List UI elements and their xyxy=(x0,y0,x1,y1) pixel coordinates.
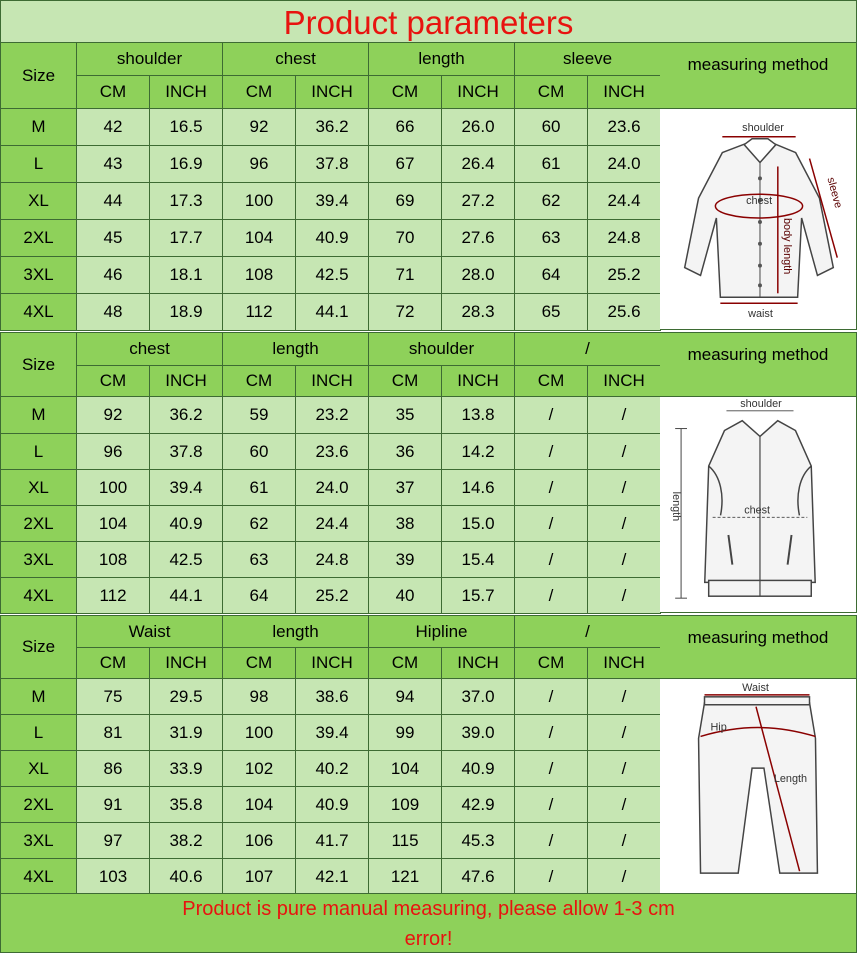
value-cell: 24.4 xyxy=(296,506,369,542)
table-row xyxy=(1,220,661,257)
group-header: Hipline xyxy=(369,616,515,648)
table-row xyxy=(1,294,661,331)
value-cell: 33.9 xyxy=(150,751,223,787)
value-cell: 92 xyxy=(223,109,296,146)
value-cell: / xyxy=(588,823,661,859)
group-header: / xyxy=(515,616,661,648)
page-title: Product parameters xyxy=(0,0,857,42)
table-row xyxy=(1,109,661,146)
group-header: chest xyxy=(77,333,223,366)
unit-header: INCH xyxy=(150,76,223,109)
value-cell: 40.9 xyxy=(296,220,369,257)
size-cell: 4XL xyxy=(1,578,77,614)
pants-diagram xyxy=(660,679,856,893)
unit-header: INCH xyxy=(442,76,515,109)
value-cell: 39.4 xyxy=(296,183,369,220)
value-cell: 37.8 xyxy=(150,434,223,470)
value-cell: 27.2 xyxy=(442,183,515,220)
value-cell: 96 xyxy=(77,434,150,470)
diagram-label-sleeve: sleeve xyxy=(824,176,845,210)
value-cell: 60 xyxy=(515,109,588,146)
size-cell: 4XL xyxy=(1,859,77,895)
size-cell: L xyxy=(1,434,77,470)
unit-header: INCH xyxy=(296,76,369,109)
unit-header: CM xyxy=(515,76,588,109)
size-cell: 3XL xyxy=(1,542,77,578)
size-cell: XL xyxy=(1,183,77,220)
value-cell: 16.5 xyxy=(150,109,223,146)
value-cell: 112 xyxy=(77,578,150,614)
value-cell: 44 xyxy=(77,183,150,220)
value-cell: / xyxy=(515,679,588,715)
table-row xyxy=(1,578,661,614)
value-cell: 14.2 xyxy=(442,434,515,470)
value-cell: 69 xyxy=(369,183,442,220)
size-cell: XL xyxy=(1,751,77,787)
value-cell: 92 xyxy=(77,397,150,434)
value-cell: 25.2 xyxy=(588,257,661,294)
value-cell: 28.0 xyxy=(442,257,515,294)
measuring-method-shirt xyxy=(660,42,857,330)
size-cell: 2XL xyxy=(1,220,77,257)
value-cell: 35 xyxy=(369,397,442,434)
value-cell: 36.2 xyxy=(296,109,369,146)
size-cell: 2XL xyxy=(1,506,77,542)
size-cell: L xyxy=(1,146,77,183)
table-row xyxy=(1,859,661,895)
value-cell: 103 xyxy=(77,859,150,895)
table-row xyxy=(1,146,661,183)
value-cell: 97 xyxy=(77,823,150,859)
value-cell: 61 xyxy=(223,470,296,506)
value-cell: 24.4 xyxy=(588,183,661,220)
table-row xyxy=(1,257,661,294)
diagram-label-shoulder: shoulder xyxy=(740,397,782,410)
value-cell: 62 xyxy=(515,183,588,220)
value-cell: / xyxy=(515,397,588,434)
value-cell: / xyxy=(515,715,588,751)
value-cell: 26.4 xyxy=(442,146,515,183)
table-row xyxy=(1,397,661,434)
unit-header: CM xyxy=(369,366,442,397)
unit-header: CM xyxy=(223,366,296,397)
diagram-label-length: Length xyxy=(773,773,808,786)
value-cell: 39.4 xyxy=(296,715,369,751)
value-cell: 62 xyxy=(223,506,296,542)
value-cell: / xyxy=(588,397,661,434)
diagram-label-chest: chest xyxy=(746,195,773,208)
diagram-label-hip: Hip xyxy=(710,721,727,734)
table-row xyxy=(1,542,661,578)
value-cell: 37.0 xyxy=(442,679,515,715)
value-cell: 63 xyxy=(223,542,296,578)
size-cell: 4XL xyxy=(1,294,77,331)
measuring-method-pants xyxy=(660,615,857,894)
measuring-method-label: measuring method xyxy=(660,43,856,109)
value-cell: / xyxy=(515,823,588,859)
value-cell: 64 xyxy=(515,257,588,294)
value-cell: 27.6 xyxy=(442,220,515,257)
value-cell: / xyxy=(515,751,588,787)
value-cell: 36 xyxy=(369,434,442,470)
value-cell: 99 xyxy=(369,715,442,751)
size-cell: M xyxy=(1,679,77,715)
value-cell: / xyxy=(515,578,588,614)
unit-header: CM xyxy=(369,648,442,679)
value-cell: 15.0 xyxy=(442,506,515,542)
value-cell: 23.2 xyxy=(296,397,369,434)
value-cell: 67 xyxy=(369,146,442,183)
table-row xyxy=(1,679,661,715)
value-cell: 15.7 xyxy=(442,578,515,614)
unit-header: CM xyxy=(77,366,150,397)
value-cell: 24.8 xyxy=(296,542,369,578)
unit-header: CM xyxy=(223,76,296,109)
size-table xyxy=(0,615,661,895)
measuring-method-vest xyxy=(660,332,857,613)
value-cell: 100 xyxy=(77,470,150,506)
value-cell: / xyxy=(588,751,661,787)
group-header: Waist xyxy=(77,616,223,648)
unit-header: CM xyxy=(515,366,588,397)
value-cell: 38.6 xyxy=(296,679,369,715)
value-cell: 28.3 xyxy=(442,294,515,331)
value-cell: 70 xyxy=(369,220,442,257)
value-cell: 42.1 xyxy=(296,859,369,895)
size-cell: L xyxy=(1,715,77,751)
value-cell: / xyxy=(515,434,588,470)
unit-header: CM xyxy=(223,648,296,679)
unit-header: CM xyxy=(515,648,588,679)
value-cell: 16.9 xyxy=(150,146,223,183)
value-cell: / xyxy=(588,787,661,823)
value-cell: 45 xyxy=(77,220,150,257)
size-header: Size xyxy=(1,616,77,679)
table-row xyxy=(1,434,661,470)
unit-header: INCH xyxy=(442,648,515,679)
value-cell: 96 xyxy=(223,146,296,183)
size-header: Size xyxy=(1,333,77,397)
value-cell: 29.5 xyxy=(150,679,223,715)
value-cell: 40.9 xyxy=(150,506,223,542)
value-cell: 38 xyxy=(369,506,442,542)
value-cell: 44.1 xyxy=(150,578,223,614)
value-cell: 37.8 xyxy=(296,146,369,183)
value-cell: 109 xyxy=(369,787,442,823)
unit-header: INCH xyxy=(588,366,661,397)
value-cell: / xyxy=(515,542,588,578)
group-header: length xyxy=(223,333,369,366)
value-cell: 40 xyxy=(369,578,442,614)
value-cell: 47.6 xyxy=(442,859,515,895)
value-cell: 15.4 xyxy=(442,542,515,578)
size-table xyxy=(0,42,661,331)
table-row xyxy=(1,506,661,542)
diagram-label-waist: waist xyxy=(748,308,773,321)
group-header: length xyxy=(223,616,369,648)
value-cell: 45.3 xyxy=(442,823,515,859)
unit-header: INCH xyxy=(588,76,661,109)
unit-header: INCH xyxy=(296,648,369,679)
unit-header: CM xyxy=(77,76,150,109)
measuring-method-label: measuring method xyxy=(660,333,856,397)
table-row xyxy=(1,715,661,751)
value-cell: 71 xyxy=(369,257,442,294)
value-cell: 104 xyxy=(223,220,296,257)
value-cell: 104 xyxy=(77,506,150,542)
value-cell: 46 xyxy=(77,257,150,294)
value-cell: 115 xyxy=(369,823,442,859)
value-cell: 107 xyxy=(223,859,296,895)
value-cell: 91 xyxy=(77,787,150,823)
value-cell: / xyxy=(588,715,661,751)
unit-header: CM xyxy=(369,76,442,109)
value-cell: 41.7 xyxy=(296,823,369,859)
value-cell: 98 xyxy=(223,679,296,715)
value-cell: 24.0 xyxy=(296,470,369,506)
value-cell: / xyxy=(515,859,588,895)
size-table xyxy=(0,332,661,614)
value-cell: 26.0 xyxy=(442,109,515,146)
group-header: shoulder xyxy=(77,43,223,76)
value-cell: 40.2 xyxy=(296,751,369,787)
value-cell: 100 xyxy=(223,183,296,220)
measuring-method-label: measuring method xyxy=(660,616,856,679)
value-cell: 94 xyxy=(369,679,442,715)
size-header: Size xyxy=(1,43,77,109)
value-cell: 104 xyxy=(223,787,296,823)
unit-header: INCH xyxy=(588,648,661,679)
value-cell: 86 xyxy=(77,751,150,787)
value-cell: 72 xyxy=(369,294,442,331)
value-cell: 37 xyxy=(369,470,442,506)
value-cell: / xyxy=(515,470,588,506)
group-header: length xyxy=(369,43,515,76)
value-cell: 121 xyxy=(369,859,442,895)
value-cell: 102 xyxy=(223,751,296,787)
value-cell: 24.8 xyxy=(588,220,661,257)
table-row xyxy=(1,823,661,859)
value-cell: 61 xyxy=(515,146,588,183)
value-cell: 36.2 xyxy=(150,397,223,434)
value-cell: 59 xyxy=(223,397,296,434)
value-cell: 40.9 xyxy=(296,787,369,823)
value-cell: 24.0 xyxy=(588,146,661,183)
value-cell: 13.8 xyxy=(442,397,515,434)
value-cell: 25.6 xyxy=(588,294,661,331)
value-cell: 43 xyxy=(77,146,150,183)
value-cell: 100 xyxy=(223,715,296,751)
unit-header: INCH xyxy=(150,648,223,679)
value-cell: / xyxy=(588,578,661,614)
shirt-diagram xyxy=(660,109,856,329)
value-cell: 25.2 xyxy=(296,578,369,614)
value-cell: 17.7 xyxy=(150,220,223,257)
size-cell: XL xyxy=(1,470,77,506)
value-cell: / xyxy=(588,679,661,715)
unit-header: CM xyxy=(77,648,150,679)
value-cell: / xyxy=(588,506,661,542)
value-cell: / xyxy=(588,542,661,578)
diagram-label-shoulder: shoulder xyxy=(742,121,784,134)
value-cell: 108 xyxy=(223,257,296,294)
value-cell: 23.6 xyxy=(588,109,661,146)
value-cell: 63 xyxy=(515,220,588,257)
value-cell: 64 xyxy=(223,578,296,614)
value-cell: / xyxy=(588,470,661,506)
group-header: chest xyxy=(223,43,369,76)
value-cell: 39 xyxy=(369,542,442,578)
value-cell: 31.9 xyxy=(150,715,223,751)
table-row xyxy=(1,470,661,506)
footer-note xyxy=(0,893,857,953)
unit-header: INCH xyxy=(150,366,223,397)
table-row xyxy=(1,787,661,823)
unit-header: INCH xyxy=(442,366,515,397)
value-cell: 104 xyxy=(369,751,442,787)
value-cell: 42.5 xyxy=(296,257,369,294)
table-row xyxy=(1,183,661,220)
vest-diagram xyxy=(660,397,856,612)
size-cell: 2XL xyxy=(1,787,77,823)
value-cell: / xyxy=(588,859,661,895)
value-cell: / xyxy=(515,506,588,542)
group-header: shoulder xyxy=(369,333,515,366)
value-cell: 39.0 xyxy=(442,715,515,751)
size-cell: 3XL xyxy=(1,257,77,294)
footer-text: Product is pure manual measuring, please allow 1-3 cm error! xyxy=(182,898,675,950)
size-cell: 3XL xyxy=(1,823,77,859)
value-cell: 40.9 xyxy=(442,751,515,787)
value-cell: 40.6 xyxy=(150,859,223,895)
size-cell: M xyxy=(1,397,77,434)
value-cell: 42 xyxy=(77,109,150,146)
size-cell: M xyxy=(1,109,77,146)
value-cell: 18.1 xyxy=(150,257,223,294)
value-cell: 81 xyxy=(77,715,150,751)
value-cell: 42.5 xyxy=(150,542,223,578)
value-cell: 60 xyxy=(223,434,296,470)
value-cell: 75 xyxy=(77,679,150,715)
value-cell: 18.9 xyxy=(150,294,223,331)
value-cell: 106 xyxy=(223,823,296,859)
value-cell: 38.2 xyxy=(150,823,223,859)
value-cell: 39.4 xyxy=(150,470,223,506)
value-cell: 35.8 xyxy=(150,787,223,823)
table-row xyxy=(1,751,661,787)
value-cell: 14.6 xyxy=(442,470,515,506)
value-cell: / xyxy=(515,787,588,823)
diagram-label-length: length xyxy=(670,491,683,522)
diagram-label-waist: Waist xyxy=(742,681,769,694)
value-cell: 66 xyxy=(369,109,442,146)
value-cell: / xyxy=(588,434,661,470)
value-cell: 17.3 xyxy=(150,183,223,220)
group-header: / xyxy=(515,333,661,366)
group-header: sleeve xyxy=(515,43,661,76)
value-cell: 108 xyxy=(77,542,150,578)
diagram-label-body-length: body length xyxy=(780,218,793,275)
value-cell: 44.1 xyxy=(296,294,369,331)
value-cell: 112 xyxy=(223,294,296,331)
value-cell: 42.9 xyxy=(442,787,515,823)
value-cell: 65 xyxy=(515,294,588,331)
value-cell: 23.6 xyxy=(296,434,369,470)
unit-header: INCH xyxy=(296,366,369,397)
value-cell: 48 xyxy=(77,294,150,331)
diagram-label-chest: chest xyxy=(744,504,771,517)
